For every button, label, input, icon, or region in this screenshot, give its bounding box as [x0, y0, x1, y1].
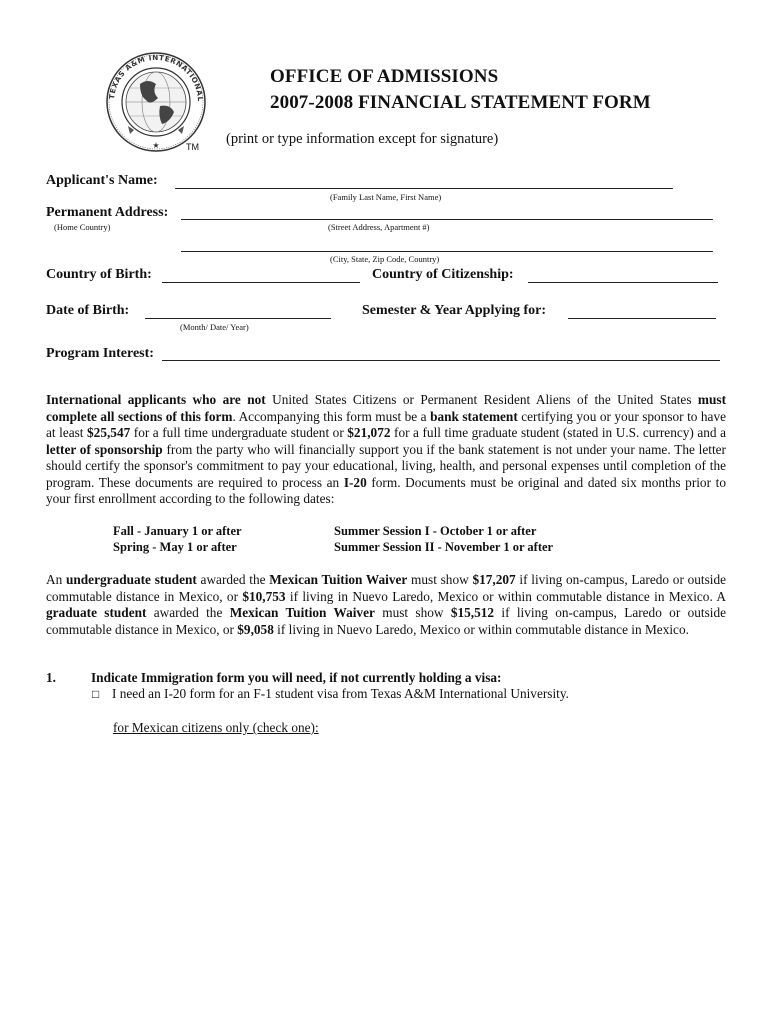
country-of-citizenship-label: Country of Citizenship:: [372, 267, 514, 282]
section-1-heading: Indicate Immigration form you will need, if not currently holding a visa:: [91, 670, 502, 685]
deadline-summer-2: Summer Session II - November 1 or after: [334, 540, 554, 554]
university-seal: [100, 50, 212, 154]
intro-paragraph: International applicants who are not United States Citizens or Permanent Resident Aliens of the United States must complete all sections of this form. Accompanying this form must be a bank statement certifying you or your sponsor to have at least $25,547 for a full time undergraduate student or $21,072 for a full time graduate student (stated in U.S. currency) and a letter of sponsorship from the party who will financially support you if the bank statement is not under your name. The letter should certify the sponsor's commitment to pay your educational, living, health, and personal expenses until completion of the program. These documents are required to process an I-20 form. Documents must be original and dated six months prior to your first enrollment according to the following dates:: [46, 392, 727, 506]
permanent-address-label: Permanent Address:: [46, 205, 169, 220]
applicant-name-hint: (Family Last Name, First Name): [330, 192, 442, 202]
tuition-waiver-paragraph: An undergraduate student awarded the Mexican Tuition Waiver must show $17,207 if living on-campus, Laredo or outside commutable distance in Mexico, or $10,753 if living in Nuevo Laredo, Mexico or within commutable distance in Mexico. A graduate student awarded the Mexican Tuition Waiver must show $15,512 if living on-campus, Laredo or outside commutable distance in Mexico, or $9,058 if living in Nuevo Laredo, Mexico or within commutable distance in Mexico.: [46, 572, 727, 637]
program-interest-label: Program Interest:: [46, 346, 154, 361]
i20-option-label: I need an I-20 form for an F-1 student visa from Texas A&M International University.: [112, 686, 569, 701]
deadline-spring: Spring - May 1 or after: [113, 540, 237, 554]
svg-text:★: ★: [152, 141, 160, 150]
program-interest-field[interactable]: [162, 360, 720, 361]
home-country-hint: (Home Country): [54, 222, 111, 232]
seal-text: TEXAS A&M INTERNATIONAL: [107, 52, 206, 103]
date-of-birth-field[interactable]: [145, 318, 331, 319]
seal-logo: [100, 50, 212, 154]
deadline-fall: Fall - January 1 or after: [113, 524, 242, 538]
applicant-name-field[interactable]: [175, 188, 673, 189]
applicant-name-label: Applicant's Name:: [46, 173, 158, 188]
i20-checkbox[interactable]: □: [92, 687, 100, 701]
city-state-zip-field[interactable]: [181, 251, 713, 252]
section-1-number: 1.: [46, 670, 56, 685]
street-address-field[interactable]: [181, 219, 713, 220]
country-of-citizenship-field[interactable]: [528, 282, 718, 283]
semester-year-label: Semester & Year Applying for:: [362, 303, 547, 318]
form-title: 2007-2008 FINANCIAL STATEMENT FORM: [270, 92, 651, 113]
date-of-birth-label: Date of Birth:: [46, 303, 130, 318]
deadline-summer-1: Summer Session I - October 1 or after: [334, 524, 537, 538]
country-of-birth-label: Country of Birth:: [46, 267, 152, 282]
mexican-citizens-note: for Mexican citizens only (check one):: [113, 720, 319, 735]
trademark-mark: TM: [186, 142, 199, 152]
semester-year-field[interactable]: [568, 318, 716, 319]
date-of-birth-hint: (Month/ Date/ Year): [180, 322, 249, 332]
form-instruction: (print or type information except for signature): [226, 131, 499, 147]
street-address-hint: (Street Address, Apartment #): [328, 222, 430, 232]
city-state-zip-hint: (City, State, Zip Code, Country): [330, 254, 440, 264]
office-title: OFFICE OF ADMISSIONS: [270, 66, 499, 87]
country-of-birth-field[interactable]: [162, 282, 360, 283]
